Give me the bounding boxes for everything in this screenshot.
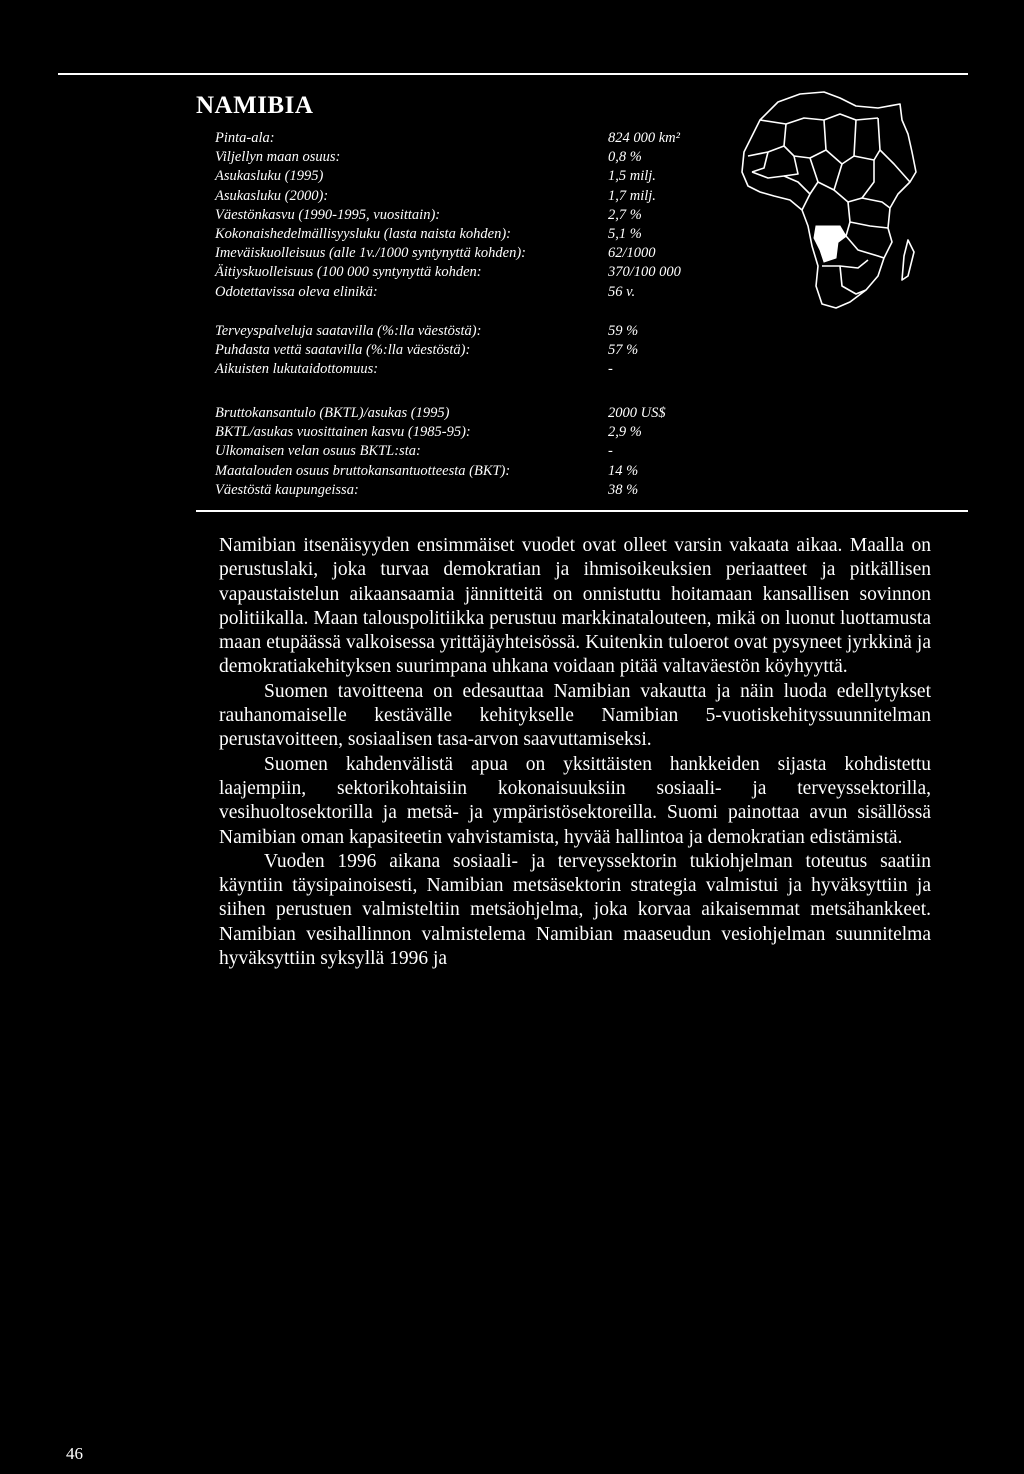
stat-value: - — [608, 361, 613, 378]
stat-row — [215, 442, 735, 461]
stat-value: 824 000 km² — [608, 130, 681, 146]
africa-outline — [742, 92, 916, 308]
stat-row — [215, 423, 735, 442]
stat-label: Äitiyskuolleisuus (100 000 syntynyttä kohden: — [215, 264, 482, 281]
stat-label: Ulkomaisen velan osuus BKTL:sta: — [215, 443, 421, 460]
body-text — [219, 534, 931, 971]
stats-group-economy — [215, 404, 735, 500]
stat-row — [215, 283, 735, 302]
stat-value: 2,7 % — [608, 206, 642, 223]
stat-value: 62/1000 — [608, 245, 656, 262]
country-title: NAMIBIA — [196, 92, 314, 119]
stat-row — [215, 404, 735, 423]
stat-row — [215, 148, 735, 167]
stat-row — [215, 462, 735, 481]
stat-label: Asukasluku (2000): — [215, 187, 329, 204]
stat-label: Terveyspalveluja saatavilla (%:lla väestöstä): — [215, 323, 482, 339]
stat-value: 5,1 % — [608, 225, 642, 242]
stat-row — [215, 244, 735, 263]
stat-row — [215, 341, 735, 360]
section-rule — [196, 510, 968, 512]
paragraph: Suomen tavoitteena on edesauttaa Namibian vakautta ja näin luoda edellytykset rauhanomaiselle kestävälle kehitykselle Namibian 5-vuotiskehityssuunnitelman perustavoitteen, sosiaalisen tasa-arvon saavuttamiseksi. — [219, 680, 931, 751]
stats-group-basic — [215, 129, 735, 302]
stat-row — [215, 360, 735, 379]
stat-value: 56 v. — [608, 283, 636, 300]
stat-label: BKTL/asukas vuosittainen kasvu (1985-95): — [215, 424, 471, 441]
stat-row — [215, 225, 735, 244]
namibia-highlight — [814, 226, 846, 262]
stat-label: Asukasluku (1995) — [215, 168, 324, 185]
top-rule — [58, 73, 968, 75]
stat-value: 1,7 milj. — [608, 187, 656, 204]
stat-row — [215, 481, 735, 500]
paragraph: Namibian itsenäisyyden ensimmäiset vuodet ovat olleet varsin vakaata aikaa. Maalla on perustuslaki, joka turvaa demokratian ja ihmisoikeuksien periaatteet ja pitkällisen vapaustaistelun aikaansaamia jännitteitä on onnistuttu hoitamaan kansallisen sovinnon politiikalla. Maan talouspolitiikka perustuu markkinatalouteen, mikä on luonut luottamusta maan etupäässä valkoisessa yrittäjäyhteisössä. Kuitenkin tuloerot ovat pysyneet jyrkkinä ja demokratiakehityksen suurimpana uhkana voidaan pitää valtaväestön köyhyyttä. — [219, 535, 931, 678]
africa-map — [738, 90, 918, 315]
stat-label: Puhdasta vettä saatavilla (%:lla väestöstä): — [215, 342, 471, 359]
stat-label: Kokonaishedelmällisyysluku (lasta naista kohden): — [215, 225, 511, 242]
stat-value: 0,8 % — [608, 149, 642, 166]
stat-label: Maatalouden osuus bruttokansantuotteesta (BKT): — [215, 462, 511, 479]
stat-label: Viljellyn maan osuus: — [215, 149, 341, 166]
page-number: 46 — [66, 1444, 83, 1463]
paragraph: Suomen kahdenvälistä apua on yksittäisten hankkeiden sijasta kohdistettu laajempiin, sektorikohtaisiin kokonaisuuksiin sosiaali- ja terveyssektorilla, vesihuoltosektorilla ja metsä- ja ympäristösektoreilla. Suomi painottaa avun sisällössä Namibian oman kapasiteetin vahvistamista, hyvää hallintoa ja demokratian edistämistä. — [219, 753, 931, 848]
stat-value: 2,9 % — [608, 424, 642, 441]
stat-value: 57 % — [608, 342, 639, 359]
stat-label: Odotettavissa oleva elinikä: — [215, 283, 378, 300]
stat-value: 38 % — [608, 481, 639, 498]
stat-value: - — [608, 443, 613, 460]
stat-value: 14 % — [608, 462, 639, 479]
stat-row — [215, 187, 735, 206]
paragraph: Vuoden 1996 aikana sosiaali- ja terveyssektorin tukiohjelman toteutus saatiin käyntiin täysipainoisesti, Namibian metsäsektorin strategia valmistui ja hyväksyttiin ja siihen perustuen valmisteltiin metsäohjelma, joka korvaa aikaisemmat metsähankkeet. Namibian vesihallinnon valmistelema Namibian maaseudun vesiohjelman suunnitelma hyväksyttiin syksyllä 1996 ja — [219, 850, 931, 970]
stat-label: Aikuisten lukutaidottomuus: — [215, 361, 379, 378]
stat-value: 2000 US$ — [608, 405, 666, 421]
stat-label: Bruttokansantulo (BKTL)/asukas (1995) — [215, 405, 450, 421]
stat-row — [215, 129, 735, 148]
stat-row — [215, 263, 735, 282]
stat-value: 1,5 milj. — [608, 168, 656, 185]
stat-row — [215, 206, 735, 225]
stat-value: 370/100 000 — [608, 264, 681, 281]
stat-label: Imeväiskuolleisuus (alle 1v./1000 syntynyttä kohden): — [215, 245, 526, 262]
stat-label: Väestönkasvu (1990-1995, vuosittain): — [215, 206, 441, 223]
stat-row — [215, 167, 735, 186]
stats-group-health — [215, 322, 735, 380]
stat-label: Väestöstä kaupungeissa: — [215, 481, 359, 498]
stat-row — [215, 322, 735, 341]
stat-value: 59 % — [608, 323, 639, 339]
stat-label: Pinta-ala: — [215, 130, 275, 146]
